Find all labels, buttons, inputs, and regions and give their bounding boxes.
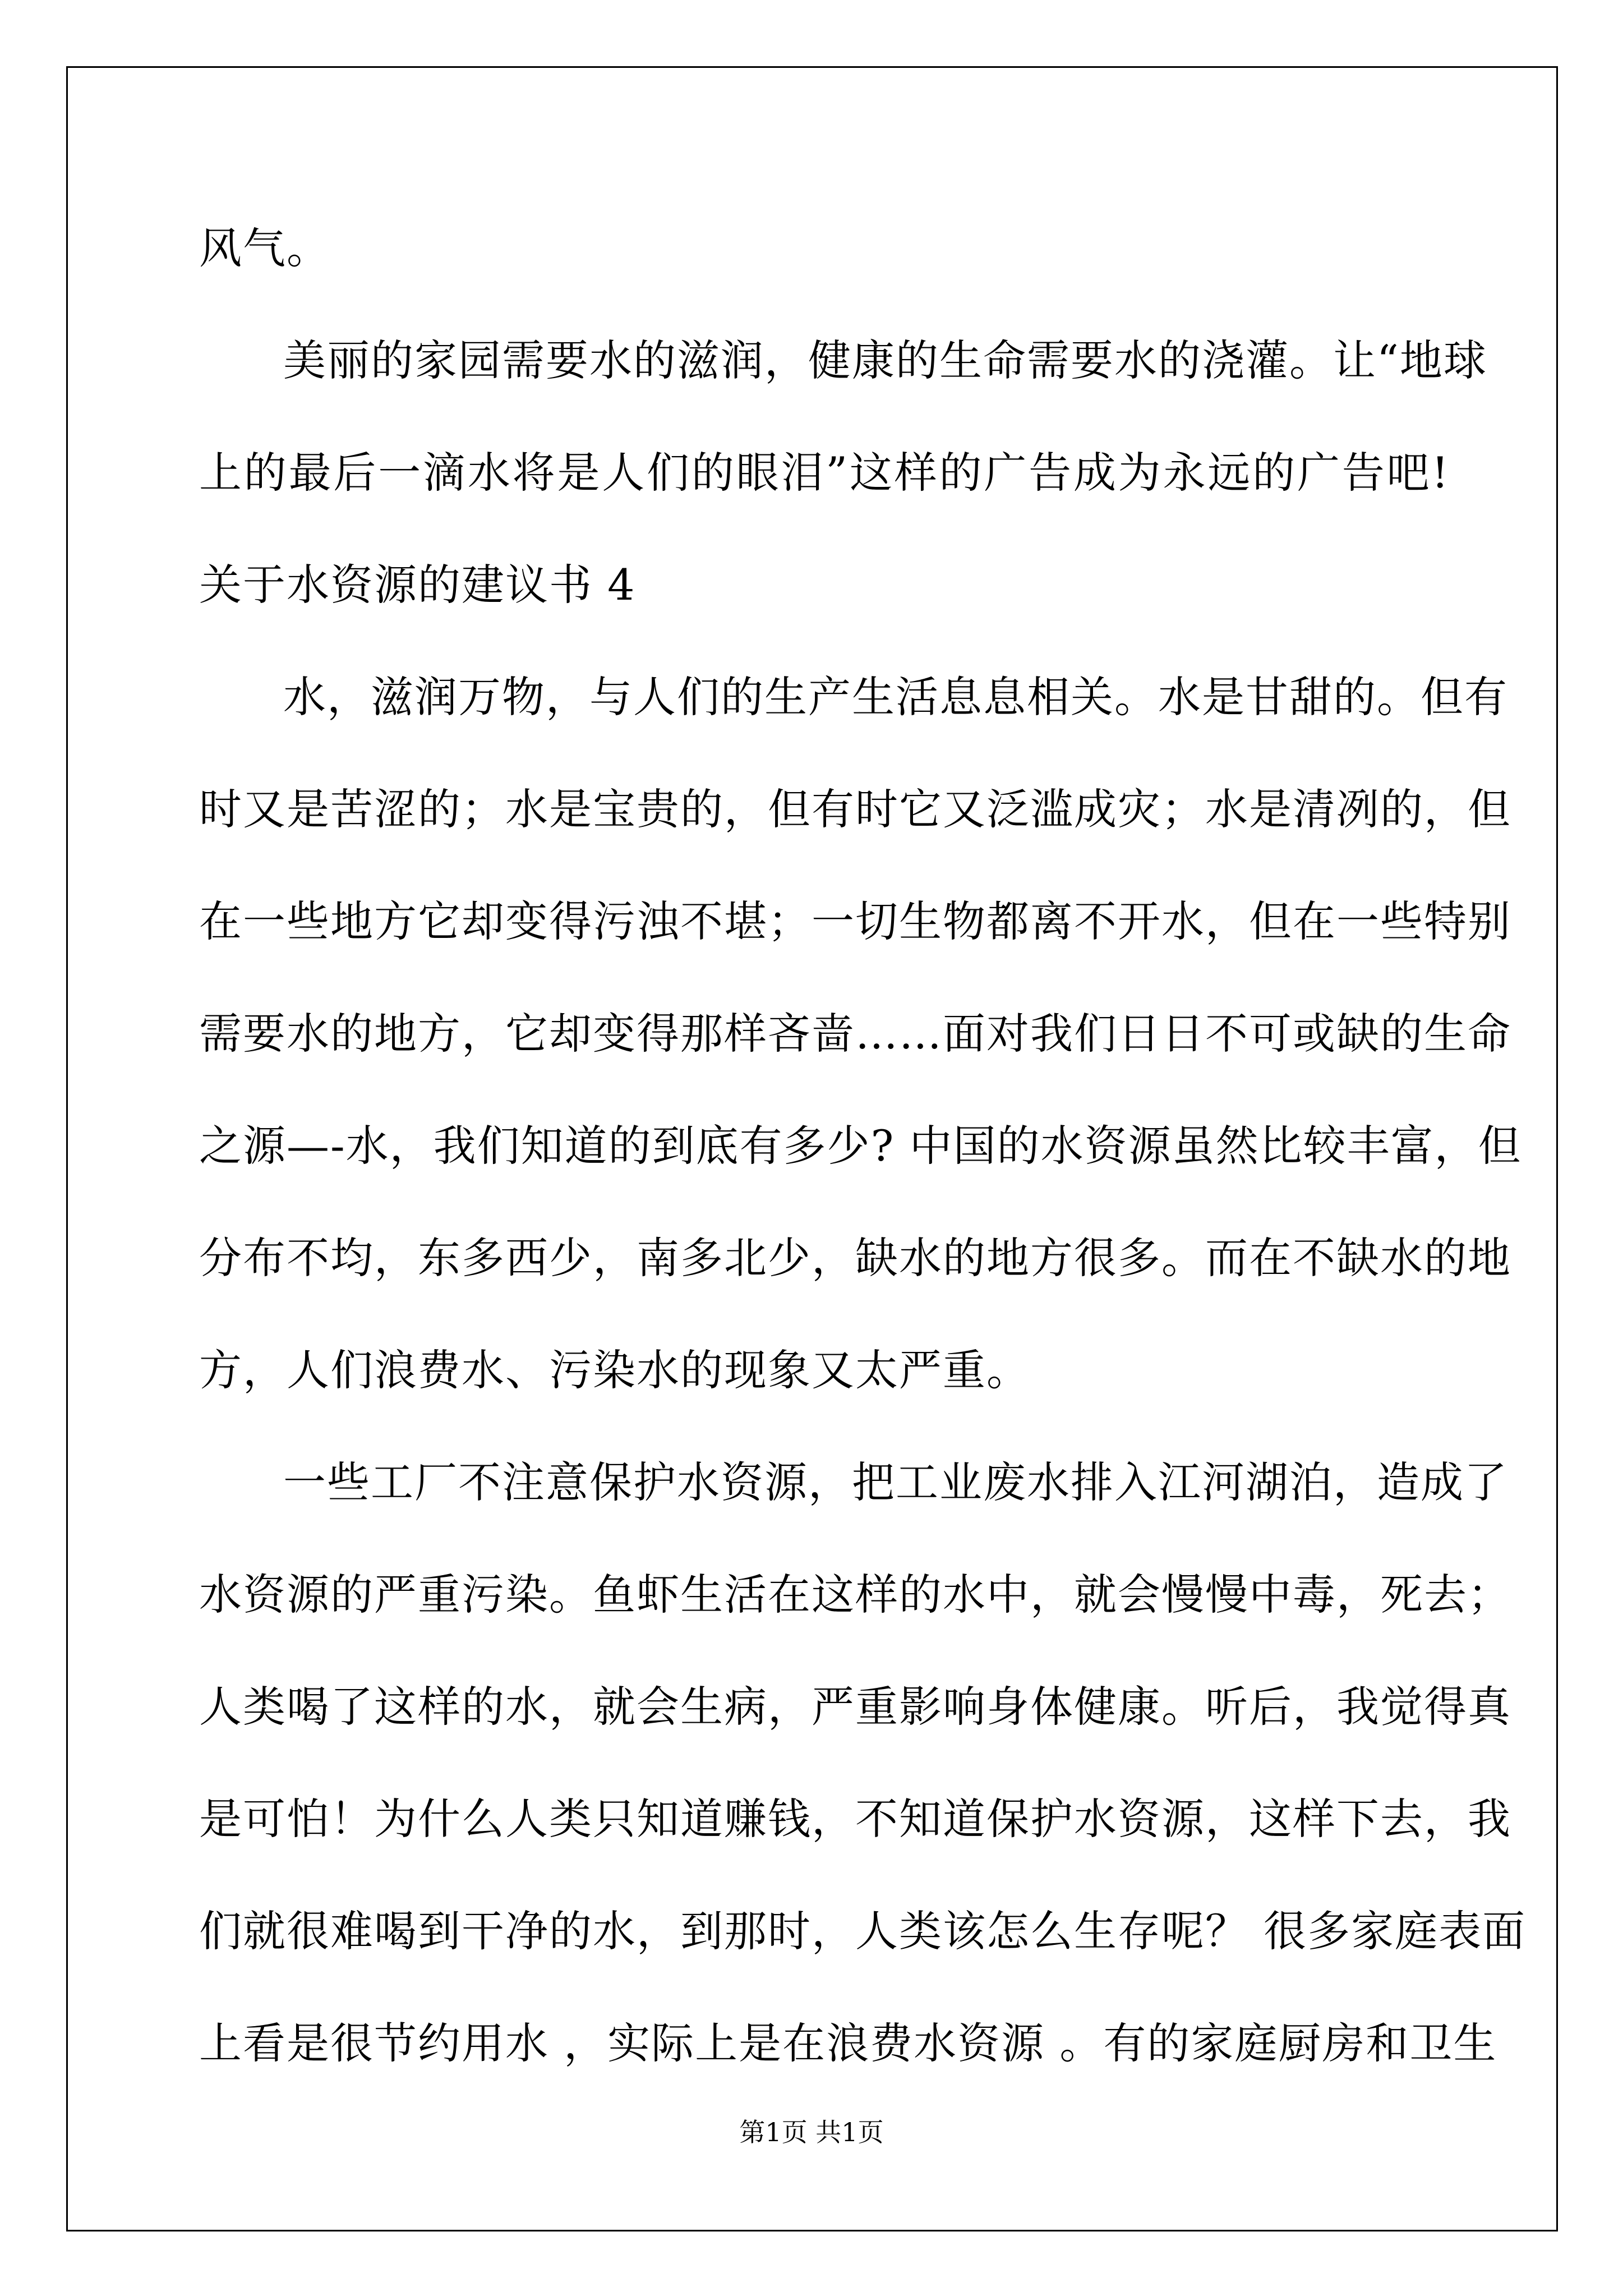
- text-line-1: 风气。: [199, 223, 330, 273]
- page-footer: 第1页 共1页: [739, 2117, 884, 2147]
- text-line-2: 美丽的家园需要水的滋润，健康的生命需要水的浇灌。让“地球: [283, 335, 1487, 385]
- text-line-17: 上看是很节约用水 ，实际上是在浪费水资源 。有的家庭厨房和卫生: [199, 2018, 1497, 2068]
- text-line-11: 方，人们浪费水、污染水的现象又太严重。: [199, 1345, 1030, 1395]
- text-line-8: 需要水的地方，它却变得那样吝啬……面对我们日日不可或缺的生命: [199, 1009, 1511, 1059]
- text-line-7: 在一些地方它却变得污浊不堪；一切生物都离不开水，但在一些特别: [199, 896, 1511, 946]
- section-heading: 关于水资源的建议书 4: [199, 560, 636, 610]
- text-line-10: 分布不均，东多西少，南多北少，缺水的地方很多。而在不缺水的地: [199, 1233, 1511, 1283]
- text-line-16: 们就很难喝到干净的水，到那时，人类该怎么生存呢？ 很多家庭表面: [199, 1906, 1527, 1956]
- text-line-5: 水，滋润万物，与人们的生产生活息息相关。水是甘甜的。但有: [283, 672, 1508, 722]
- text-line-13: 水资源的严重污染。鱼虾生活在这样的水中，就会慢慢中毒，死去；: [199, 1570, 1511, 1619]
- text-line-9: 之源—-水，我们知道的到底有多少? 中国的水资源虽然比较丰富，但: [199, 1121, 1522, 1171]
- text-line-15: 是可怕！为什么人类只知道赚钱，不知道保护水资源，这样下去，我: [199, 1794, 1511, 1844]
- text-line-3: 上的最后一滴水将是人们的眼泪”这样的广告成为永远的广告吧!: [199, 448, 1450, 498]
- text-line-6: 时又是苦涩的；水是宝贵的，但有时它又泛滥成灾；水是清冽的，但: [199, 784, 1511, 834]
- text-line-14: 人类喝了这样的水，就会生病，严重影响身体健康。听后，我觉得真: [199, 1682, 1511, 1732]
- text-line-12: 一些工厂不注意保护水资源，把工业废水排入江河湖泊，造成了: [283, 1457, 1508, 1507]
